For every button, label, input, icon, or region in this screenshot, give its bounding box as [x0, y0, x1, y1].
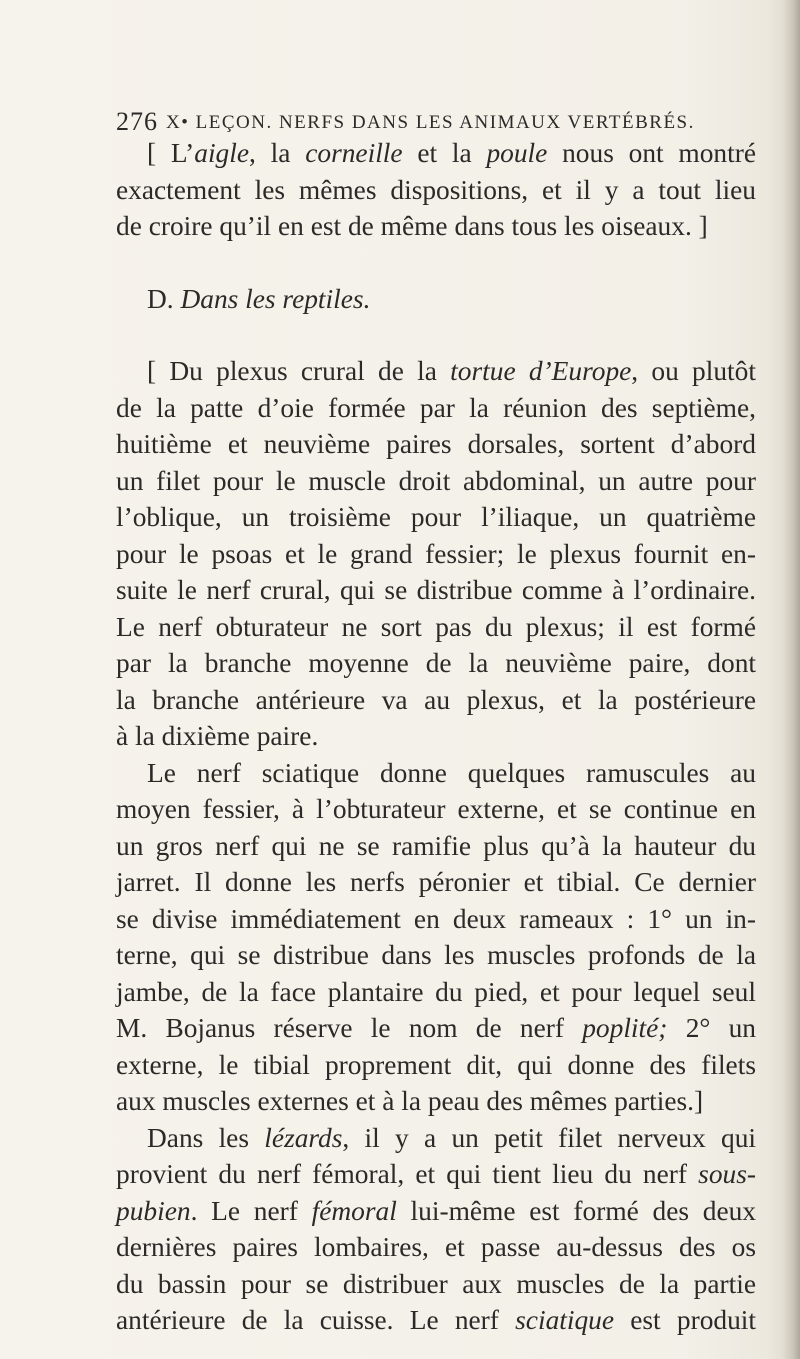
text-line: de la patte d’oie formée par la réunion des septième, [116, 392, 756, 423]
text-line: aux muscles externes et à la peau des mêmes parties.] [116, 1086, 704, 1116]
text-line: Dans les lézards, il y a un petit filet nerveux qui [147, 1122, 756, 1153]
spacer [116, 317, 756, 353]
text-line: du bassin pour se distribuer aux muscles de la partie [116, 1268, 756, 1299]
text-line: dernières paires lombaires, et passe au-dessus des os [116, 1232, 756, 1262]
text-line: un filet pour le muscle droit abdominal, un autre pour [116, 465, 756, 496]
text-line: moyen fessier, à l’obturateur externe, et se continue en [116, 794, 756, 824]
text-line: la branche antérieure va au plexus, et la postérieure [116, 684, 756, 715]
page-number: 276 [116, 107, 158, 136]
text-line: exactement les mêmes dispositions, et il y a tout lieu [116, 174, 756, 205]
running-head: X• LEÇON. NERFS DANS LES ANIMAUX VERTÉBRÉS. [166, 112, 695, 133]
page-header [116, 106, 756, 138]
page-edge-shadow [782, 0, 800, 1359]
text-line: [ Du plexus crural de la tortue d’Europe, ou plutôt [147, 356, 756, 386]
text-line: externe, le tibial proprement dit, qui donne des filets [116, 1049, 756, 1080]
text-line: un gros nerf qui ne se ramifie plus qu’à la hauteur du [116, 830, 756, 861]
text-line: Le nerf obturateur ne sort pas du plexus; il est formé [116, 611, 756, 642]
body-text [116, 135, 756, 1339]
spacer [116, 245, 756, 281]
text-line: se divise immédiatement en deux rameaux : 1° un in- [116, 903, 756, 934]
text-line: à la dixième paire. [116, 721, 319, 751]
text-line: pubien. Le nerf fémoral lui-même est formé des deux [116, 1195, 756, 1226]
text-line: pour le psoas et le grand fessier; le plexus fournit en- [116, 538, 756, 569]
text-line: jarret. Il donne les nerfs péronier et tibial. Ce dernier [116, 867, 756, 897]
text-line: Le nerf sciatique donne quelques ramuscules au [147, 757, 756, 788]
text-line: provient du nerf fémoral, et qui tient lieu du nerf sous- [116, 1159, 756, 1189]
text-line: suite le nerf crural, qui se distribue comme à l’ordinaire. [116, 575, 756, 605]
text-line: terne, qui se distribue dans les muscles profonds de la [116, 940, 756, 970]
section-heading: D. Dans les reptiles. [147, 283, 371, 314]
text-line: [ L’aigle, la corneille et la poule nous ont montré [147, 138, 757, 168]
text-line: antérieure de la cuisse. Le nerf sciatique est produit [116, 1305, 756, 1335]
text-line: de croire qu’il en est de même dans tous les oiseaux. ] [116, 211, 708, 241]
text-line: M. Bojanus réserve le nom de nerf poplité; 2° un [116, 1013, 756, 1043]
text-line: par la branche moyenne de la neuvième paire, dont [116, 648, 756, 678]
text-line: l’oblique, un troisième pour l’iliaque, un quatrième [116, 502, 756, 532]
text-line: jambe, de la face plantaire du pied, et pour lequel seul [116, 976, 756, 1007]
text-line: huitième et neuvième paires dorsales, sortent d’abord [116, 429, 756, 459]
